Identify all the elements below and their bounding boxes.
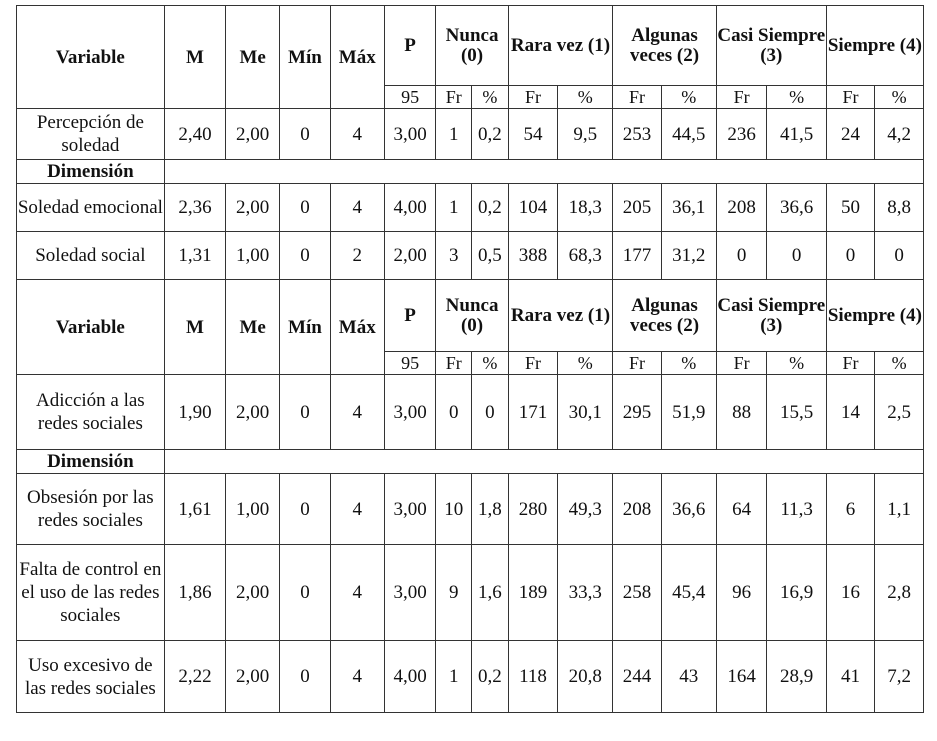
table-cell: 0 [280, 641, 331, 713]
table-cell: 88 [716, 375, 767, 450]
header-max: Máx [330, 6, 384, 109]
table-cell: 9 [436, 545, 472, 641]
table-cell: 9,5 [558, 109, 613, 160]
table-cell: 2,00 [226, 375, 280, 450]
subheader-pct: % [661, 86, 716, 109]
header-min: Mín [280, 280, 331, 375]
table-cell: 54 [508, 109, 558, 160]
table-cell: 1,6 [472, 545, 509, 641]
table-cell: 51,9 [661, 375, 716, 450]
table-cell: 2,00 [226, 545, 280, 641]
dimension-label: Dimensión [17, 450, 165, 474]
table-cell: 2,40 [164, 109, 225, 160]
table-cell: 164 [716, 641, 767, 713]
subheader-fr: Fr [613, 86, 662, 109]
header-frequency-group: Nunca (0) [436, 280, 508, 352]
table-cell: 4 [330, 375, 384, 450]
table-cell: 2,8 [875, 545, 924, 641]
table-cell: 295 [613, 375, 662, 450]
table-cell: 1,61 [164, 474, 225, 545]
row-label: Obsesión por las redes sociales [17, 474, 165, 545]
dimension-header-row [17, 160, 924, 184]
table-row [17, 184, 924, 232]
table-cell: 0,5 [472, 232, 509, 280]
table-cell: 4 [330, 474, 384, 545]
row-label: Soledad social [17, 232, 165, 280]
subheader-fr: Fr [436, 352, 472, 375]
row-label: Uso excesivo de las redes sociales [17, 641, 165, 713]
table-cell: 258 [613, 545, 662, 641]
table-cell: 0,2 [472, 109, 509, 160]
header-m: M [164, 280, 225, 375]
subheader-fr: Fr [436, 86, 472, 109]
statistics-table [16, 5, 924, 713]
header-frequency-group: Rara vez (1) [508, 6, 613, 86]
table-cell: 3,00 [384, 109, 436, 160]
table-cell: 10 [436, 474, 472, 545]
table-cell: 2,00 [226, 641, 280, 713]
table-cell: 2 [330, 232, 384, 280]
table-cell: 2,00 [384, 232, 436, 280]
table-cell: 49,3 [558, 474, 613, 545]
table-cell: 2,00 [226, 109, 280, 160]
table-cell: 14 [826, 375, 875, 450]
table-cell: 4 [330, 109, 384, 160]
table-cell: 0 [826, 232, 875, 280]
table-cell: 28,9 [767, 641, 826, 713]
table-cell: 1 [436, 641, 472, 713]
subheader-pct: % [767, 86, 826, 109]
table-cell: 44,5 [661, 109, 716, 160]
table-cell: 1,86 [164, 545, 225, 641]
subheader-pct: % [558, 86, 613, 109]
header-frequency-group: Siempre (4) [826, 6, 923, 86]
table-cell: 0,2 [472, 184, 509, 232]
table-cell: 280 [508, 474, 558, 545]
row-label: Falta de control en el uso de las redes sociales [17, 545, 165, 641]
table-cell: 388 [508, 232, 558, 280]
table-cell: 16,9 [767, 545, 826, 641]
dimension-header-row [17, 450, 924, 474]
table-cell: 0 [875, 232, 924, 280]
variable-row [17, 109, 924, 160]
table-cell: 45,4 [661, 545, 716, 641]
table-cell: 68,3 [558, 232, 613, 280]
header-frequency-group: Rara vez (1) [508, 280, 613, 352]
table-cell: 41 [826, 641, 875, 713]
table-cell: 104 [508, 184, 558, 232]
dimension-filler [164, 450, 923, 474]
header-me: Me [226, 6, 280, 109]
table-cell: 36,6 [661, 474, 716, 545]
table-cell: 1 [436, 184, 472, 232]
table-cell: 253 [613, 109, 662, 160]
table-cell: 24 [826, 109, 875, 160]
table-cell: 3,00 [384, 375, 436, 450]
table-cell: 11,3 [767, 474, 826, 545]
header-frequency-group: Siempre (4) [826, 280, 923, 352]
subheader-fr: Fr [508, 86, 558, 109]
subheader-fr: Fr [508, 352, 558, 375]
table-row [17, 474, 924, 545]
table-row [17, 232, 924, 280]
table-cell: 2,36 [164, 184, 225, 232]
table-row [17, 641, 924, 713]
header-max: Máx [330, 280, 384, 375]
table-cell: 205 [613, 184, 662, 232]
row-label: Adicción a las redes sociales [17, 375, 165, 450]
table-cell: 6 [826, 474, 875, 545]
table-cell: 30,1 [558, 375, 613, 450]
table-cell: 177 [613, 232, 662, 280]
dimension-label: Dimensión [17, 160, 165, 184]
table-cell: 2,5 [875, 375, 924, 450]
table-row [17, 545, 924, 641]
table-cell: 0,2 [472, 641, 509, 713]
table-cell: 4,00 [384, 641, 436, 713]
header-row [17, 6, 924, 86]
table-cell: 43 [661, 641, 716, 713]
table-cell: 36,1 [661, 184, 716, 232]
table-cell: 33,3 [558, 545, 613, 641]
table-cell: 1,00 [226, 232, 280, 280]
table-cell: 0 [280, 375, 331, 450]
table-cell: 236 [716, 109, 767, 160]
table-cell: 2,22 [164, 641, 225, 713]
table-cell: 4 [330, 184, 384, 232]
table-cell: 0 [280, 545, 331, 641]
subheader-pct: % [472, 86, 509, 109]
table-cell: 3 [436, 232, 472, 280]
header-variable: Variable [17, 280, 165, 375]
table-cell: 208 [716, 184, 767, 232]
table-cell: 0 [280, 109, 331, 160]
header-p: P [384, 280, 436, 352]
header-m: M [164, 6, 225, 109]
table-cell: 8,8 [875, 184, 924, 232]
subheader-pct: % [558, 352, 613, 375]
table-cell: 4,2 [875, 109, 924, 160]
header-frequency-group: Casi Siempre (3) [716, 280, 826, 352]
table-cell: 244 [613, 641, 662, 713]
table-cell: 2,00 [226, 184, 280, 232]
table-cell: 0 [436, 375, 472, 450]
table-cell: 171 [508, 375, 558, 450]
subheader-fr: Fr [613, 352, 662, 375]
table-cell: 1 [436, 109, 472, 160]
header-frequency-group: Casi Siempre (3) [716, 6, 826, 86]
subheader-fr: Fr [716, 352, 767, 375]
table-cell: 0 [280, 232, 331, 280]
table-cell: 118 [508, 641, 558, 713]
subheader-fr: Fr [826, 352, 875, 375]
variable-row [17, 375, 924, 450]
table-cell: 4 [330, 545, 384, 641]
table-cell: 15,5 [767, 375, 826, 450]
row-label: Soledad emocional [17, 184, 165, 232]
table-cell: 41,5 [767, 109, 826, 160]
table-cell: 1,90 [164, 375, 225, 450]
header-frequency-group: Algunas veces (2) [613, 6, 717, 86]
header-variable: Variable [17, 6, 165, 109]
table-body [17, 6, 924, 713]
table-cell: 50 [826, 184, 875, 232]
subheader-pct: % [875, 352, 924, 375]
subheader-p95: 95 [384, 352, 436, 375]
table-cell: 0 [716, 232, 767, 280]
table-cell: 3,00 [384, 474, 436, 545]
table-cell: 0 [280, 474, 331, 545]
subheader-pct: % [472, 352, 509, 375]
table-cell: 31,2 [661, 232, 716, 280]
header-p: P [384, 6, 436, 86]
table-cell: 18,3 [558, 184, 613, 232]
row-label: Percepción de soledad [17, 109, 165, 160]
table-cell: 36,6 [767, 184, 826, 232]
subheader-fr: Fr [826, 86, 875, 109]
table-cell: 7,2 [875, 641, 924, 713]
table-cell: 1,1 [875, 474, 924, 545]
table-cell: 1,31 [164, 232, 225, 280]
table-cell: 4,00 [384, 184, 436, 232]
subheader-fr: Fr [716, 86, 767, 109]
table-cell: 16 [826, 545, 875, 641]
table-cell: 1,00 [226, 474, 280, 545]
subheader-p95: 95 [384, 86, 436, 109]
table-cell: 1,8 [472, 474, 509, 545]
header-me: Me [226, 280, 280, 375]
subheader-pct: % [767, 352, 826, 375]
table-cell: 3,00 [384, 545, 436, 641]
table-cell: 208 [613, 474, 662, 545]
table-cell: 96 [716, 545, 767, 641]
table-cell: 4 [330, 641, 384, 713]
subheader-pct: % [875, 86, 924, 109]
header-min: Mín [280, 6, 331, 109]
header-frequency-group: Algunas veces (2) [613, 280, 717, 352]
table-cell: 64 [716, 474, 767, 545]
dimension-filler [164, 160, 923, 184]
table-cell: 20,8 [558, 641, 613, 713]
table-cell: 189 [508, 545, 558, 641]
header-row [17, 280, 924, 352]
table-cell: 0 [472, 375, 509, 450]
subheader-pct: % [661, 352, 716, 375]
table-cell: 0 [767, 232, 826, 280]
table-cell: 0 [280, 184, 331, 232]
header-frequency-group: Nunca (0) [436, 6, 508, 86]
